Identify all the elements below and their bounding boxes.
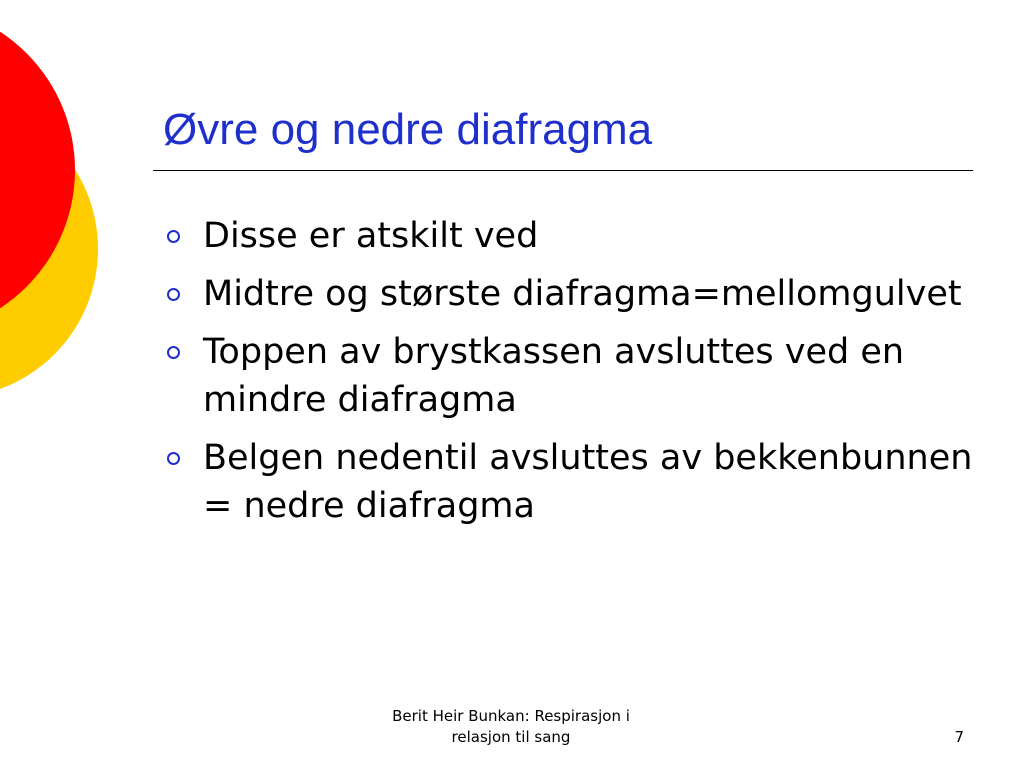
bullet-list xyxy=(165,212,985,540)
footer-text xyxy=(361,706,661,748)
slide-title: Øvre og nedre diafragma xyxy=(163,105,653,154)
page-number: 7 xyxy=(954,728,964,746)
footer-line-1: Berit Heir Bunkan: Respirasjon i xyxy=(392,707,630,725)
bullet-text: Belgen nedentil avsluttes av bekkenbunnen = nedre diafragma xyxy=(203,438,973,526)
hollow-circle-bullet-icon xyxy=(167,346,180,359)
footer-line-2: relasjon til sang xyxy=(451,728,571,746)
hollow-circle-bullet-icon xyxy=(167,230,180,243)
hollow-circle-bullet-icon xyxy=(167,452,180,465)
bullet-item xyxy=(165,328,985,424)
bullet-item xyxy=(165,270,985,318)
bullet-text: Disse er atskilt ved xyxy=(203,216,539,256)
hollow-circle-bullet-icon xyxy=(167,288,180,301)
bullet-item xyxy=(165,434,985,530)
bullet-text: Midtre og største diafragma=mellomgulvet xyxy=(203,274,962,314)
title-divider xyxy=(153,170,973,171)
bullet-text: Toppen av brystkassen avsluttes ved en mindre diafragma xyxy=(203,332,905,420)
bullet-item xyxy=(165,212,985,260)
